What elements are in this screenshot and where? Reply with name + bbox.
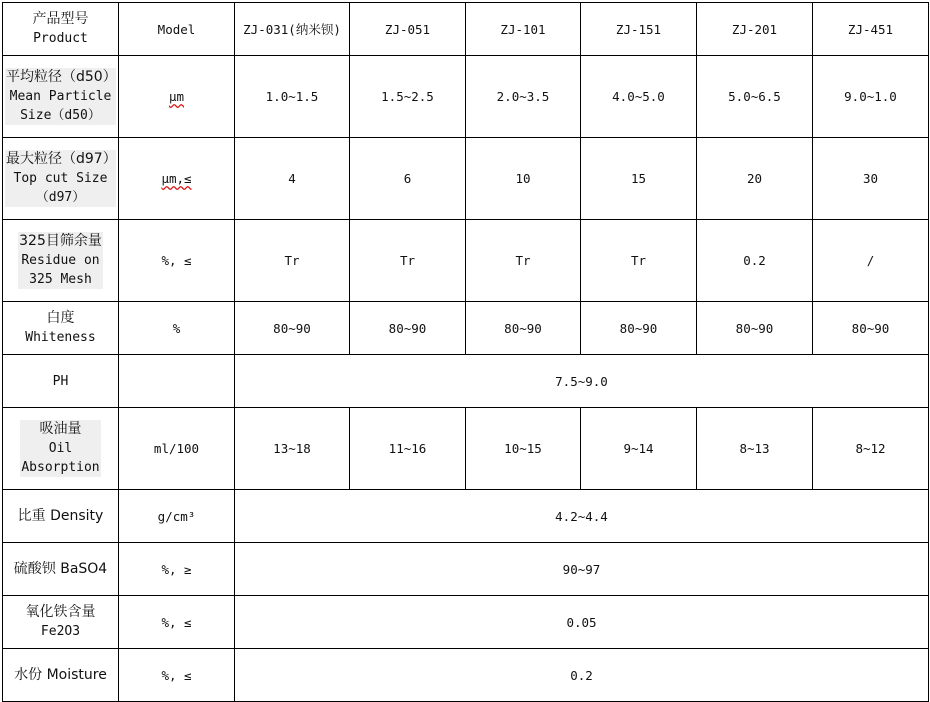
value-cell (466, 138, 581, 220)
value-text: / (866, 253, 875, 268)
model-label: ZJ-201 (731, 21, 778, 37)
value-text: 80~90 (504, 320, 542, 336)
spec-table (2, 2, 929, 702)
value-text: 6 (403, 171, 412, 186)
value-cell (235, 302, 350, 355)
value-text: 80~90 (273, 320, 311, 336)
row-label (3, 355, 119, 408)
model-label: ZJ-151 (615, 21, 662, 37)
value-text: 9~14 (623, 441, 654, 456)
product-header-en: Product (33, 31, 88, 46)
model-header-zj101 (466, 3, 581, 56)
value-text: 10 (515, 171, 531, 186)
model-header-zj031 (235, 3, 350, 56)
value-cell (581, 138, 697, 220)
table-row (3, 649, 929, 702)
row-label-line: （d97） (35, 190, 86, 205)
value-cell (466, 56, 581, 138)
value-text: 11~16 (388, 441, 427, 456)
model-header-cell (119, 3, 235, 56)
table-row (3, 355, 929, 408)
value-cell (466, 302, 581, 355)
unit-cell (119, 220, 235, 302)
value-cell (466, 220, 581, 302)
unit-text: μm,≤ (161, 171, 192, 186)
row-label (3, 649, 119, 702)
value-text: 80~90 (619, 320, 658, 336)
value-cell (697, 408, 813, 490)
unit-text: %, ≤ (161, 667, 192, 683)
value-cell (350, 408, 466, 490)
value-cell (350, 56, 466, 138)
row-label (3, 543, 119, 596)
value-cell (581, 220, 697, 302)
value-text: 90~97 (562, 561, 601, 577)
value-text: 10~15 (504, 441, 542, 456)
table-row (3, 302, 929, 355)
value-text: 7.5~9.0 (555, 373, 608, 389)
row-label (3, 220, 119, 302)
value-cell (813, 138, 929, 220)
row-label-line: PH (52, 373, 69, 389)
unit-text: g/cm³ (157, 508, 196, 524)
row-label-line: Top cut Size (13, 171, 108, 186)
row-label-line: 硫酸钡 BaSO4 (13, 560, 108, 577)
row-label-line: Residue on (21, 253, 100, 268)
value-cell (813, 56, 929, 138)
model-header-zj201 (697, 3, 813, 56)
row-label-line: Mean Particle (9, 89, 112, 104)
row-label-line: 最大粒径（d97） (6, 151, 117, 167)
value-text: 80~90 (851, 320, 890, 336)
value-text: 5.0~6.5 (728, 89, 781, 104)
row-label (3, 408, 119, 490)
value-cell (235, 408, 350, 490)
row-label-line: 吸油量 (39, 421, 82, 437)
merged-value-cell (235, 543, 929, 596)
row-label-line: 325 Mesh (29, 272, 92, 287)
value-text: Tr (630, 253, 647, 268)
value-text: 0.2 (570, 667, 593, 683)
row-label (3, 596, 119, 649)
value-cell (581, 56, 697, 138)
header-row (3, 3, 929, 56)
unit-cell (119, 138, 235, 220)
table-row (3, 56, 929, 138)
value-text: 15 (630, 171, 647, 186)
value-text: 8~13 (739, 441, 770, 456)
table-row (3, 138, 929, 220)
product-header-cell (3, 3, 119, 56)
unit-text: μm (168, 89, 185, 104)
unit-text: %, ≤ (161, 253, 192, 268)
value-cell (235, 220, 350, 302)
value-text: 9.0~1.0 (844, 89, 897, 104)
row-label-line: Fe2O3 (40, 624, 81, 639)
value-text: Tr (515, 253, 531, 268)
row-label (3, 56, 119, 138)
unit-text: % (172, 320, 181, 336)
value-cell (235, 138, 350, 220)
unit-cell (119, 56, 235, 138)
table-row (3, 408, 929, 490)
value-cell (235, 56, 350, 138)
unit-cell (119, 649, 235, 702)
model-header-zj151 (581, 3, 697, 56)
value-text: 8~12 (855, 441, 886, 456)
value-text: 0.2 (743, 253, 766, 268)
unit-cell (119, 355, 235, 408)
row-label-line: Size（d50） (20, 108, 101, 123)
product-header-cn: 产品型号 (32, 11, 89, 27)
value-text: Tr (399, 253, 416, 268)
model-header-zj051 (350, 3, 466, 56)
model-label: ZJ-051 (384, 21, 431, 37)
model-header-label: Model (157, 21, 196, 37)
unit-cell (119, 490, 235, 543)
value-text: 4 (288, 171, 296, 186)
unit-cell (119, 302, 235, 355)
value-text: Tr (284, 253, 300, 268)
table-row (3, 543, 929, 596)
value-cell (581, 302, 697, 355)
value-cell (813, 302, 929, 355)
value-cell (697, 138, 813, 220)
value-cell (813, 220, 929, 302)
value-text: 2.0~3.5 (496, 89, 550, 104)
value-text: 1.5~2.5 (381, 89, 434, 104)
merged-value-cell (235, 649, 929, 702)
row-label-line: Absorption (21, 460, 100, 475)
row-label (3, 490, 119, 543)
table-row (3, 596, 929, 649)
row-label (3, 302, 119, 355)
model-label: ZJ-101 (500, 21, 546, 37)
unit-text: ml/100 (153, 441, 200, 456)
value-cell (466, 408, 581, 490)
value-text: 20 (746, 171, 763, 186)
unit-cell (119, 596, 235, 649)
table-row (3, 220, 929, 302)
unit-cell (119, 408, 235, 490)
value-text: 80~90 (388, 320, 427, 336)
row-label-line: 比重 Density (17, 507, 104, 524)
unit-text: %, ≤ (161, 614, 192, 630)
value-cell (813, 408, 929, 490)
value-text: 30 (862, 171, 879, 186)
value-text: 0.05 (566, 614, 597, 630)
value-text: 80~90 (735, 320, 774, 336)
unit-cell (119, 543, 235, 596)
value-text: 4.2~4.4 (555, 508, 608, 524)
merged-value-cell (235, 596, 929, 649)
value-text: 1.0~1.5 (265, 89, 319, 104)
row-label-line: 氧化铁含量 (25, 604, 96, 620)
value-cell (350, 302, 466, 355)
table-row (3, 490, 929, 543)
model-label: ZJ-031(纳米钡) (243, 21, 341, 37)
row-label-line: 平均粒径（d50） (6, 69, 117, 85)
value-text: 4.0~5.0 (612, 89, 665, 104)
model-header-zj451 (813, 3, 929, 56)
model-label: ZJ-451 (847, 21, 894, 37)
merged-value-cell (235, 355, 929, 408)
value-cell (697, 56, 813, 138)
row-label-line: 水份 Moisture (14, 666, 107, 683)
row-label-line: 325目筛余量 (19, 233, 102, 249)
value-cell (697, 302, 813, 355)
unit-text: %, ≥ (161, 561, 192, 577)
row-label (3, 138, 119, 220)
row-label-line: 白度 (46, 310, 75, 326)
row-label-line: Oil (48, 441, 73, 456)
value-cell (350, 138, 466, 220)
value-cell (350, 220, 466, 302)
row-label-line: Whiteness (25, 330, 96, 345)
value-cell (581, 408, 697, 490)
merged-value-cell (235, 490, 929, 543)
value-cell (697, 220, 813, 302)
value-text: 13~18 (273, 441, 311, 456)
